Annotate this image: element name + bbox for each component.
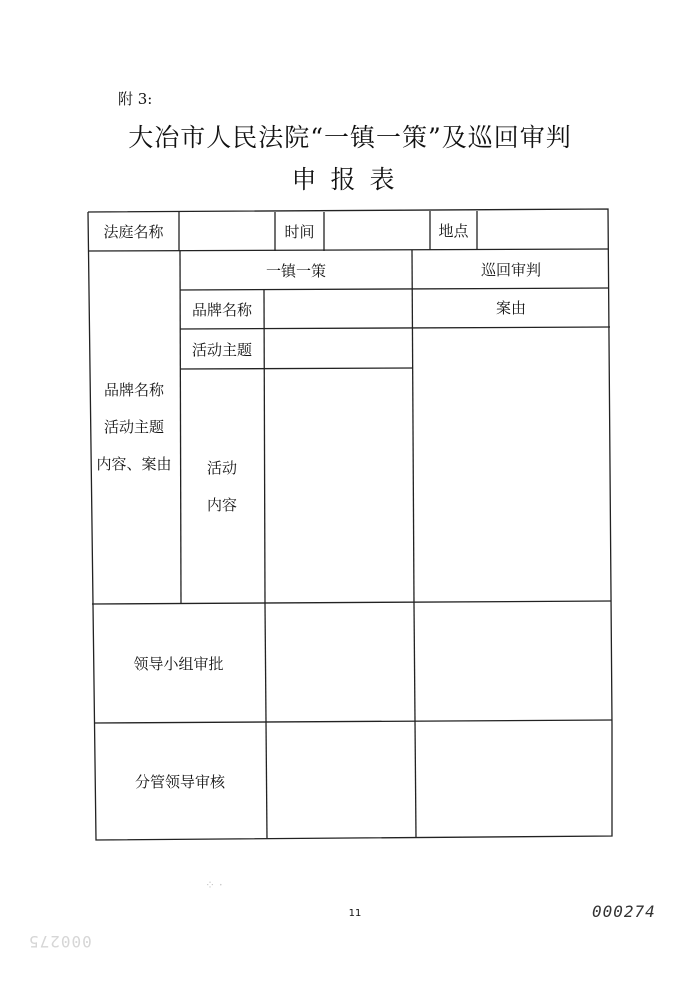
activity-theme-field[interactable] bbox=[265, 329, 412, 369]
location-field[interactable] bbox=[477, 211, 608, 250]
ghost-serial-number: 000275 bbox=[28, 932, 92, 951]
activity-theme-label: 活动主题 bbox=[191, 340, 252, 359]
court-name-label: 法庭名称 bbox=[103, 223, 164, 241]
serial-number-stamp: 000274 bbox=[592, 902, 656, 921]
scan-smudge: ⁘ · bbox=[205, 878, 223, 892]
activity-content-field[interactable] bbox=[265, 369, 412, 603]
page-number: 11 bbox=[348, 908, 362, 919]
leader-group-approval-circuit-field[interactable] bbox=[415, 603, 611, 721]
time-label: 时间 bbox=[284, 223, 315, 241]
section-one-town-one-policy: 一镇一策 bbox=[265, 262, 326, 280]
case-cause-label: 案由 bbox=[495, 299, 526, 317]
document-title: 大冶市人民法院“一镇一策”及巡回审判 bbox=[128, 123, 572, 152]
attachment-label: 附 3: bbox=[118, 90, 153, 108]
side-label-content: 内容、案由 bbox=[96, 455, 172, 473]
section-circuit-trial: 巡回审判 bbox=[480, 261, 541, 279]
document-subtitle: 申报表 bbox=[291, 165, 409, 194]
time-field[interactable] bbox=[324, 212, 430, 251]
activity-content-label bbox=[180, 450, 264, 524]
side-label-theme: 活动主题 bbox=[103, 418, 164, 436]
side-label-brand: 品牌名称 bbox=[103, 381, 164, 399]
brand-name-label: 品牌名称 bbox=[191, 301, 252, 319]
leader-in-charge-review-label: 分管领导审核 bbox=[134, 772, 225, 791]
court-name-field[interactable] bbox=[179, 212, 275, 251]
activity-content-line-1: 活动 bbox=[206, 459, 237, 477]
leader-in-charge-review-one-town-field[interactable] bbox=[267, 722, 415, 838]
case-cause-field[interactable] bbox=[414, 328, 610, 602]
side-category-label bbox=[88, 372, 180, 483]
brand-name-field[interactable] bbox=[265, 290, 412, 329]
leader-in-charge-review-circuit-field[interactable] bbox=[416, 721, 612, 837]
activity-content-line-2: 内容 bbox=[206, 496, 237, 514]
leader-group-approval-one-town-field[interactable] bbox=[266, 604, 414, 722]
location-label: 地点 bbox=[438, 222, 469, 240]
leader-group-approval-label: 领导小组审批 bbox=[133, 655, 224, 673]
